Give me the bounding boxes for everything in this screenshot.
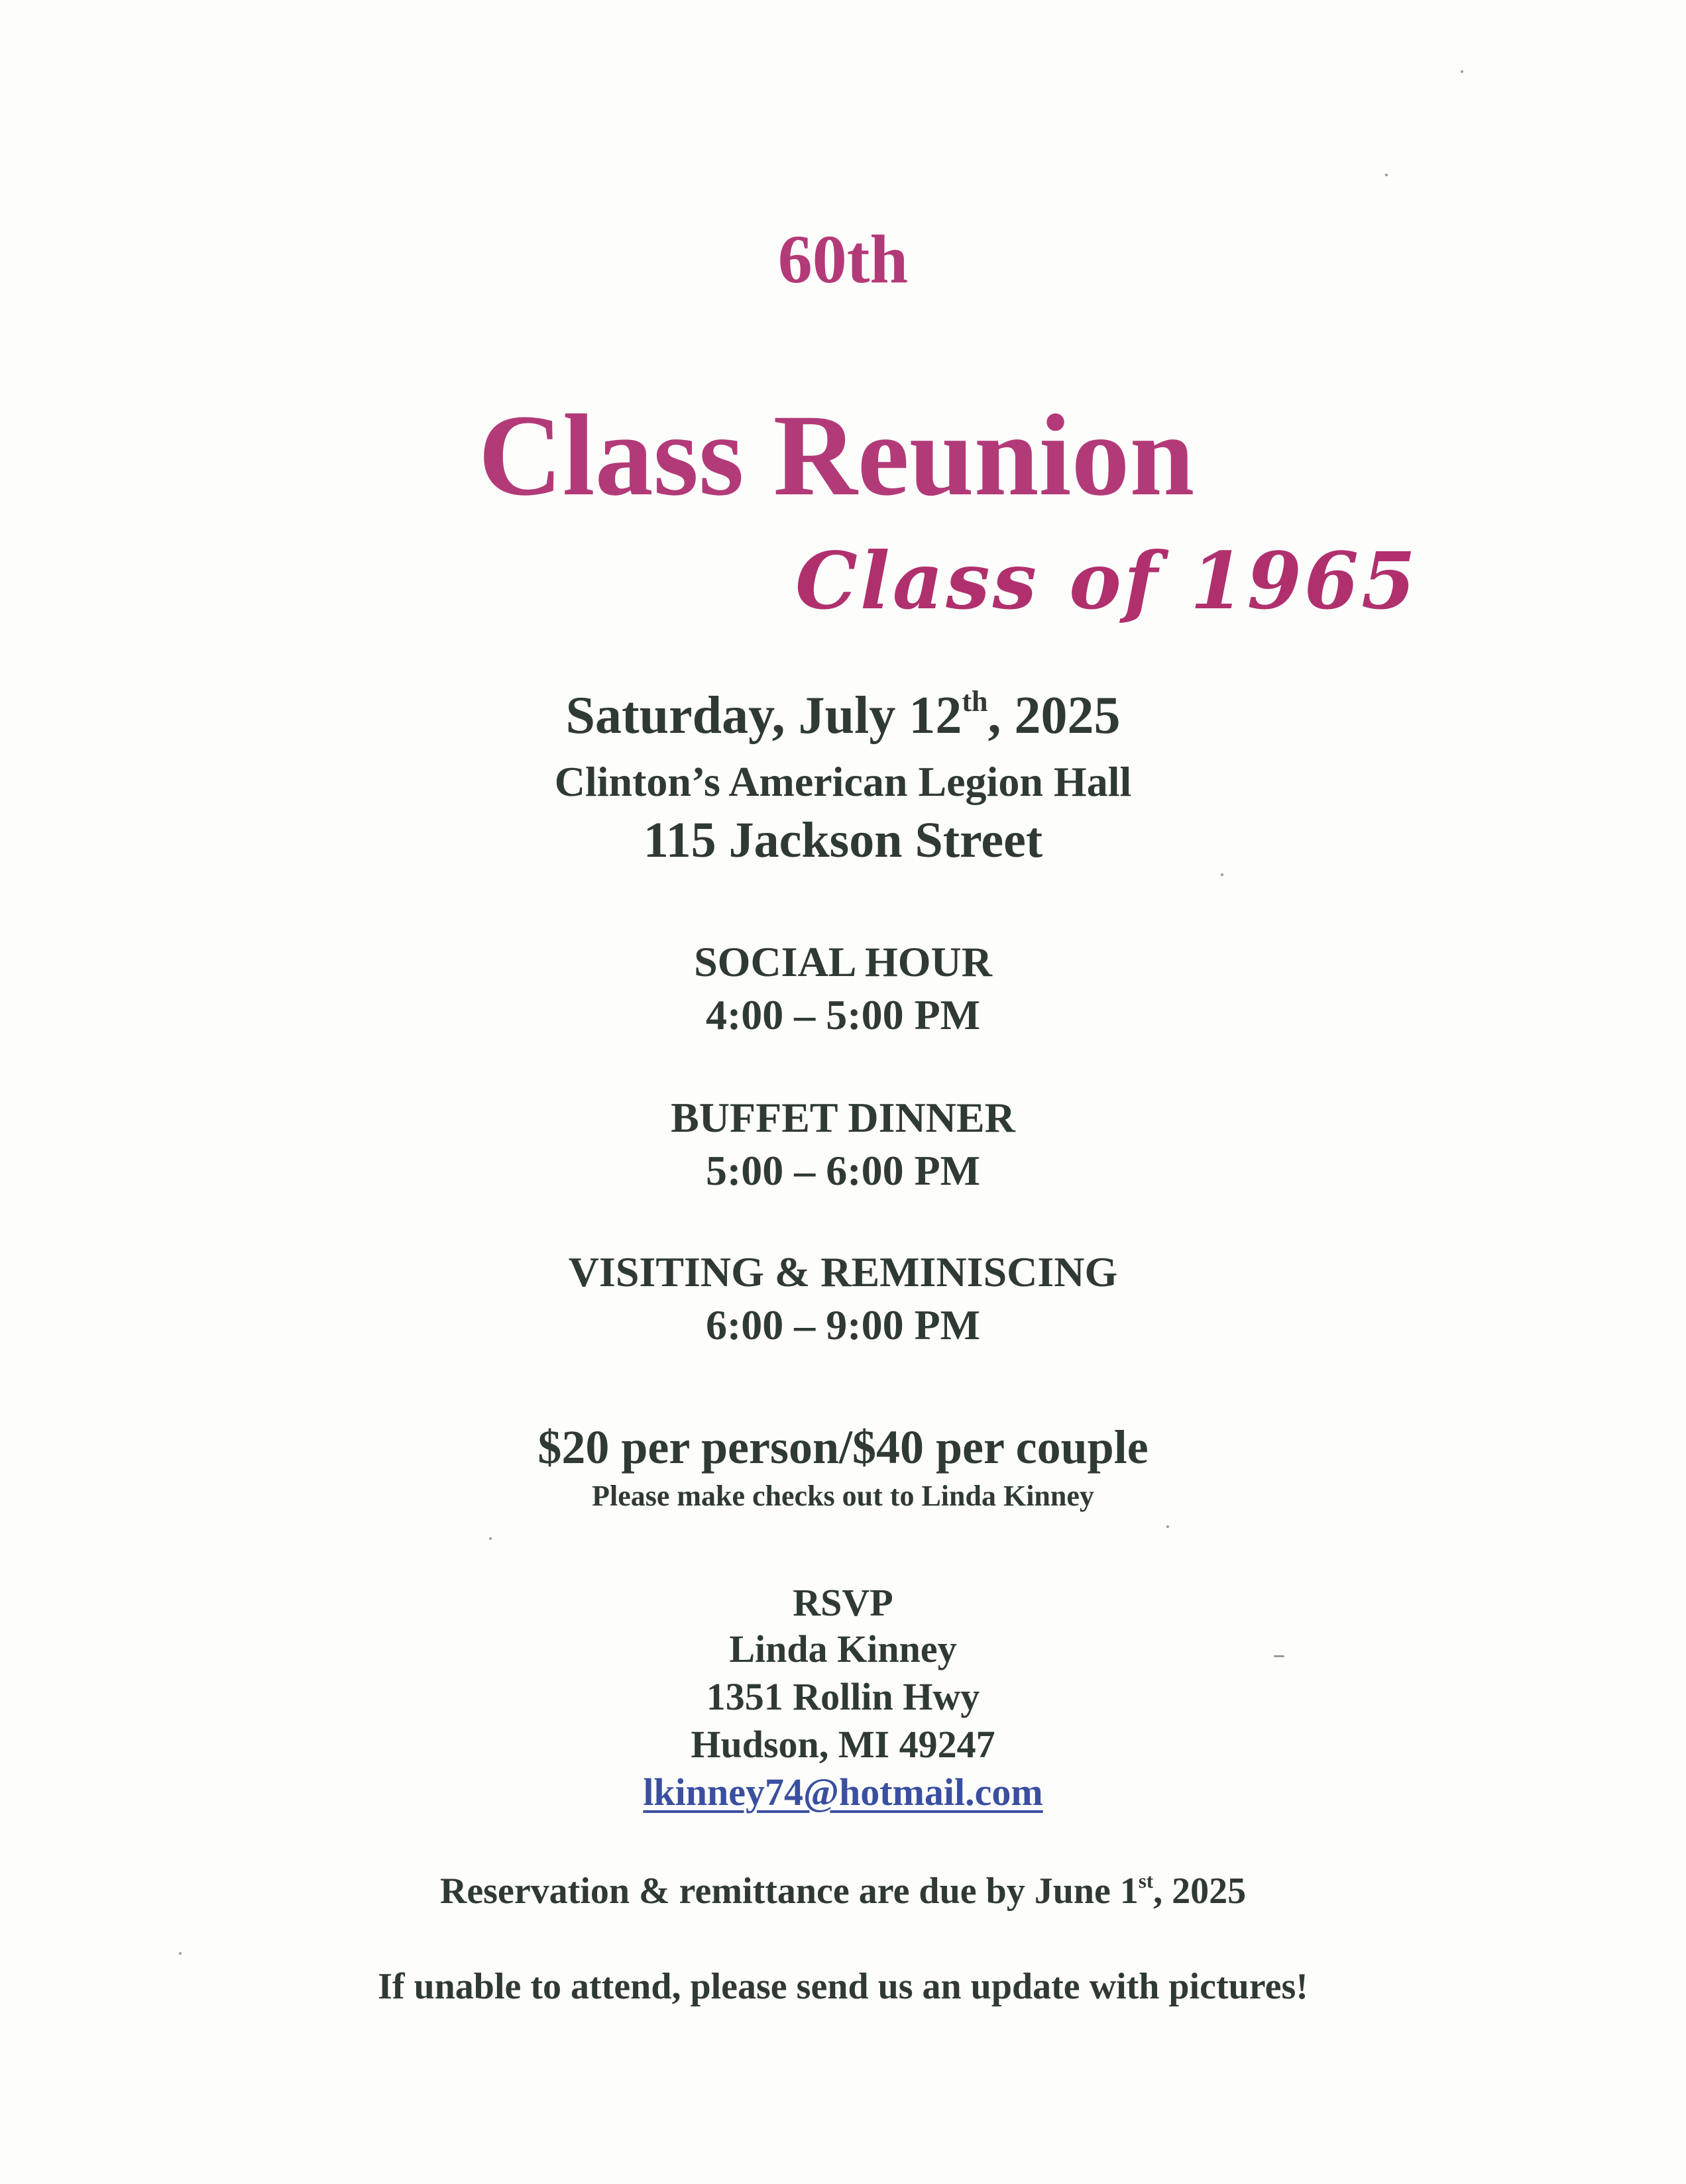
event-date-ordinal: th	[962, 685, 988, 718]
scan-speck	[1385, 174, 1388, 176]
scan-speck	[1461, 70, 1463, 73]
class-year-subtitle: Class of 1965	[795, 535, 1419, 627]
rsvp-email-link[interactable]: lkinney74@hotmail.com	[643, 1771, 1043, 1814]
reservation-deadline	[0, 1869, 1686, 1912]
event-date-year: , 2025	[987, 686, 1121, 745]
event-date	[0, 685, 1686, 745]
schedule-item-name: SOCIAL HOUR	[694, 938, 992, 985]
scan-speck	[1274, 1655, 1284, 1657]
schedule-item-name: BUFFET DINNER	[671, 1094, 1015, 1141]
closing-message: If unable to attend, please send us an update with pictures!	[378, 1966, 1308, 2007]
rsvp-heading: RSVP	[793, 1581, 893, 1624]
event-title: Class Reunion	[478, 391, 1195, 520]
rsvp-street: 1351 Rollin Hwy	[706, 1675, 980, 1718]
rsvp-city: Hudson, MI 49247	[691, 1723, 995, 1766]
schedule-item-name: VISITING & REMINISCING	[568, 1248, 1118, 1295]
schedule-item-time: 5:00 – 6:00 PM	[705, 1147, 981, 1194]
deadline-ordinal: st	[1138, 1869, 1154, 1892]
price-info: $20 per person/$40 per couple	[537, 1421, 1149, 1474]
checks-payable-note: Please make checks out to Linda Kinney	[592, 1480, 1094, 1512]
scan-speck	[489, 1537, 492, 1540]
rsvp-email-row	[0, 1773, 1686, 1812]
event-date-text: Saturday, July 12	[565, 686, 962, 745]
venue-name: Clinton’s American Legion Hall	[554, 758, 1132, 805]
scan-speck	[179, 1952, 182, 1955]
deadline-text: Reservation & remittance are due by June 1	[439, 1871, 1139, 1912]
rsvp-contact-name: Linda Kinney	[729, 1627, 957, 1670]
schedule-item-time: 4:00 – 5:00 PM	[705, 991, 981, 1038]
deadline-year: , 2025	[1153, 1871, 1247, 1912]
anniversary-heading: 60th	[777, 221, 909, 298]
venue-address: 115 Jackson Street	[643, 812, 1043, 868]
scan-speck	[1166, 1525, 1169, 1528]
scan-speck	[1221, 873, 1223, 876]
schedule-item-time: 6:00 – 9:00 PM	[705, 1301, 981, 1348]
